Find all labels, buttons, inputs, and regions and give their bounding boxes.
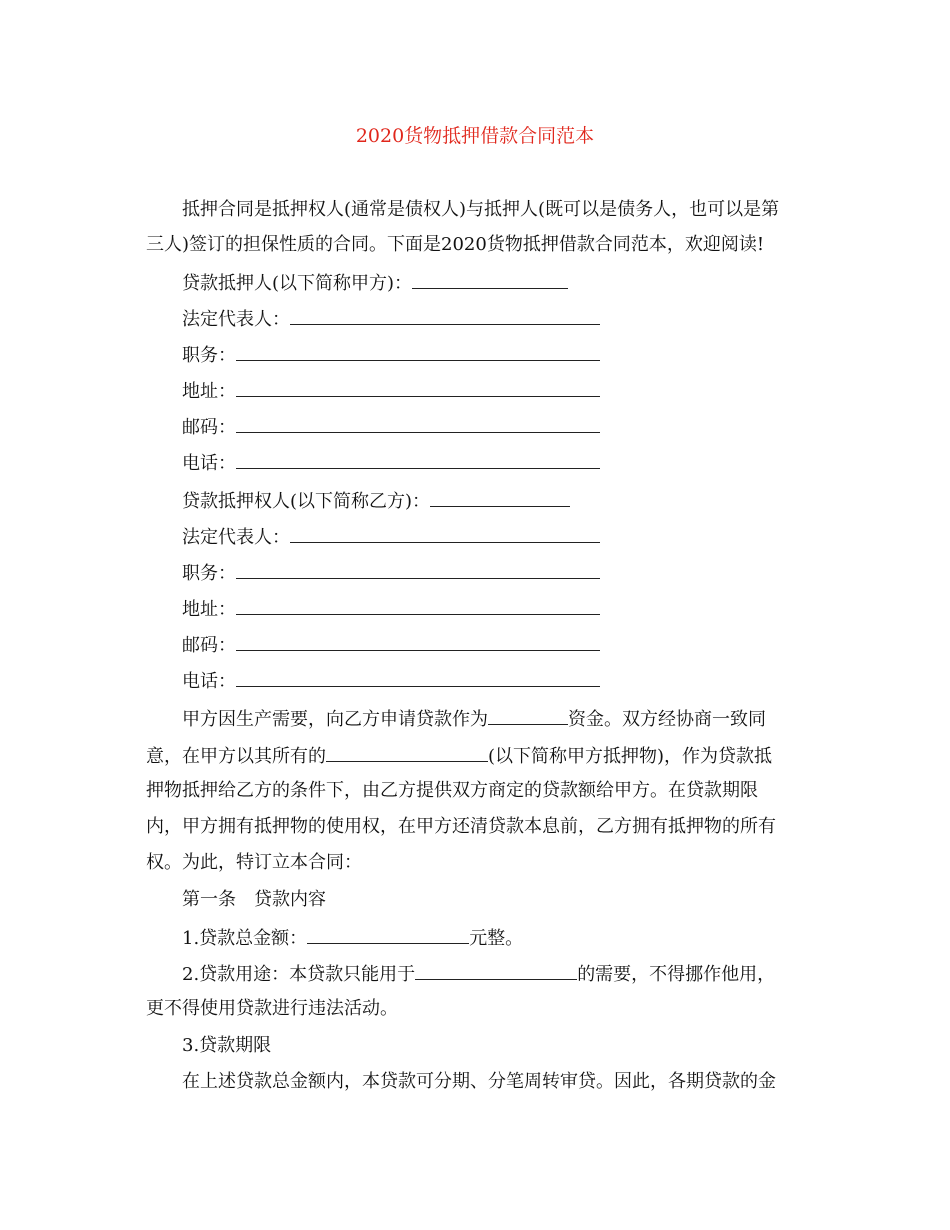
party-b-field [182,596,600,622]
party-b-field-label: 职务： [182,563,236,584]
party-a-field-label: 法定代表人： [182,309,290,330]
item-text: 的需要，不得挪作他用， [577,964,776,985]
body-line-1 [182,706,766,732]
intro-line-2: 三人)签订的担保性质的合同。下面是2020货物抵押借款合同范本，欢迎阅读! [146,234,765,255]
party-b-field-label: 地址： [182,599,236,620]
party-b-heading [182,488,570,514]
collateral-blank[interactable] [326,743,488,762]
item-text: 1.贷款总金额： [182,928,308,949]
item-text: 元整。 [469,928,524,949]
party-b-field-blank[interactable] [236,560,600,579]
party-a-name-blank[interactable] [412,270,568,289]
body-text: 意，在甲方以其所有的 [146,746,326,767]
body-line-2 [146,743,772,769]
party-b-field-blank[interactable] [236,632,600,651]
party-a-field [182,378,600,404]
document-title: 2020货物抵押借款合同范本 [355,125,595,147]
party-b-field [182,668,600,694]
intro-line-1: 抵押合同是抵押权人(通常是债权人)与抵押人(既可以是债务人，也可以是第 [182,199,780,220]
party-b-field-label: 法定代表人： [182,527,290,548]
purpose-blank[interactable] [488,706,568,725]
body-line-4: 内，甲方拥有抵押物的使用权，在甲方还清贷款本息前，乙方拥有抵押物的所有 [146,816,776,837]
party-a-field-label: 地址： [182,381,236,402]
party-a-heading [182,270,568,296]
party-a-field-blank[interactable] [236,342,600,361]
article-1-item-3: 3.贷款期限 [182,1035,272,1056]
article-1-item-2-cont: 更不得使用贷款进行违法活动。 [146,998,398,1019]
loan-amount-blank[interactable] [307,925,469,944]
party-a-field-label: 电话： [182,453,236,474]
party-b-field-label: 邮码： [182,635,236,656]
body-text: (以下简称甲方抵押物)，作为贷款抵 [488,746,773,767]
article-1-item-1 [182,925,523,951]
party-a-field-blank[interactable] [290,306,600,325]
body-text: 甲方因生产需要，向乙方申请贷款作为 [182,709,488,730]
party-b-field-blank[interactable] [236,596,600,615]
article-1-item-3-text: 在上述贷款总金额内，本贷款可分期、分笔周转审贷。因此，各期贷款的金 [182,1071,776,1092]
party-a-field [182,306,600,332]
party-b-field [182,560,600,586]
item-text: 2.贷款用途：本贷款只能用于 [182,964,416,985]
party-b-heading-label: 贷款抵押权人(以下简称乙方)： [182,491,431,512]
body-line-5: 权。为此，特订立本合同： [146,852,362,873]
party-a-field [182,450,600,476]
party-a-field-blank[interactable] [236,414,600,433]
party-a-heading-label: 贷款抵押人(以下简称甲方)： [182,273,413,294]
body-text: 资金。双方经协商一致同 [568,709,766,730]
party-a-field [182,414,600,440]
party-b-name-blank[interactable] [430,488,570,507]
party-b-field-blank[interactable] [236,668,600,687]
party-b-field-label: 电话： [182,671,236,692]
article-1-item-2 [182,961,775,987]
party-b-field [182,632,600,658]
party-b-field-blank[interactable] [290,524,600,543]
party-a-field [182,342,600,368]
party-a-field-label: 邮码： [182,417,236,438]
party-a-field-blank[interactable] [236,378,600,397]
body-line-3: 押物抵押给乙方的条件下，由乙方提供双方商定的贷款额给甲方。在贷款期限 [146,780,758,801]
party-a-field-label: 职务： [182,345,236,366]
loan-use-blank[interactable] [415,961,577,980]
article-1-heading: 第一条 贷款内容 [182,889,326,910]
party-a-field-blank[interactable] [236,450,600,469]
party-b-field [182,524,600,550]
